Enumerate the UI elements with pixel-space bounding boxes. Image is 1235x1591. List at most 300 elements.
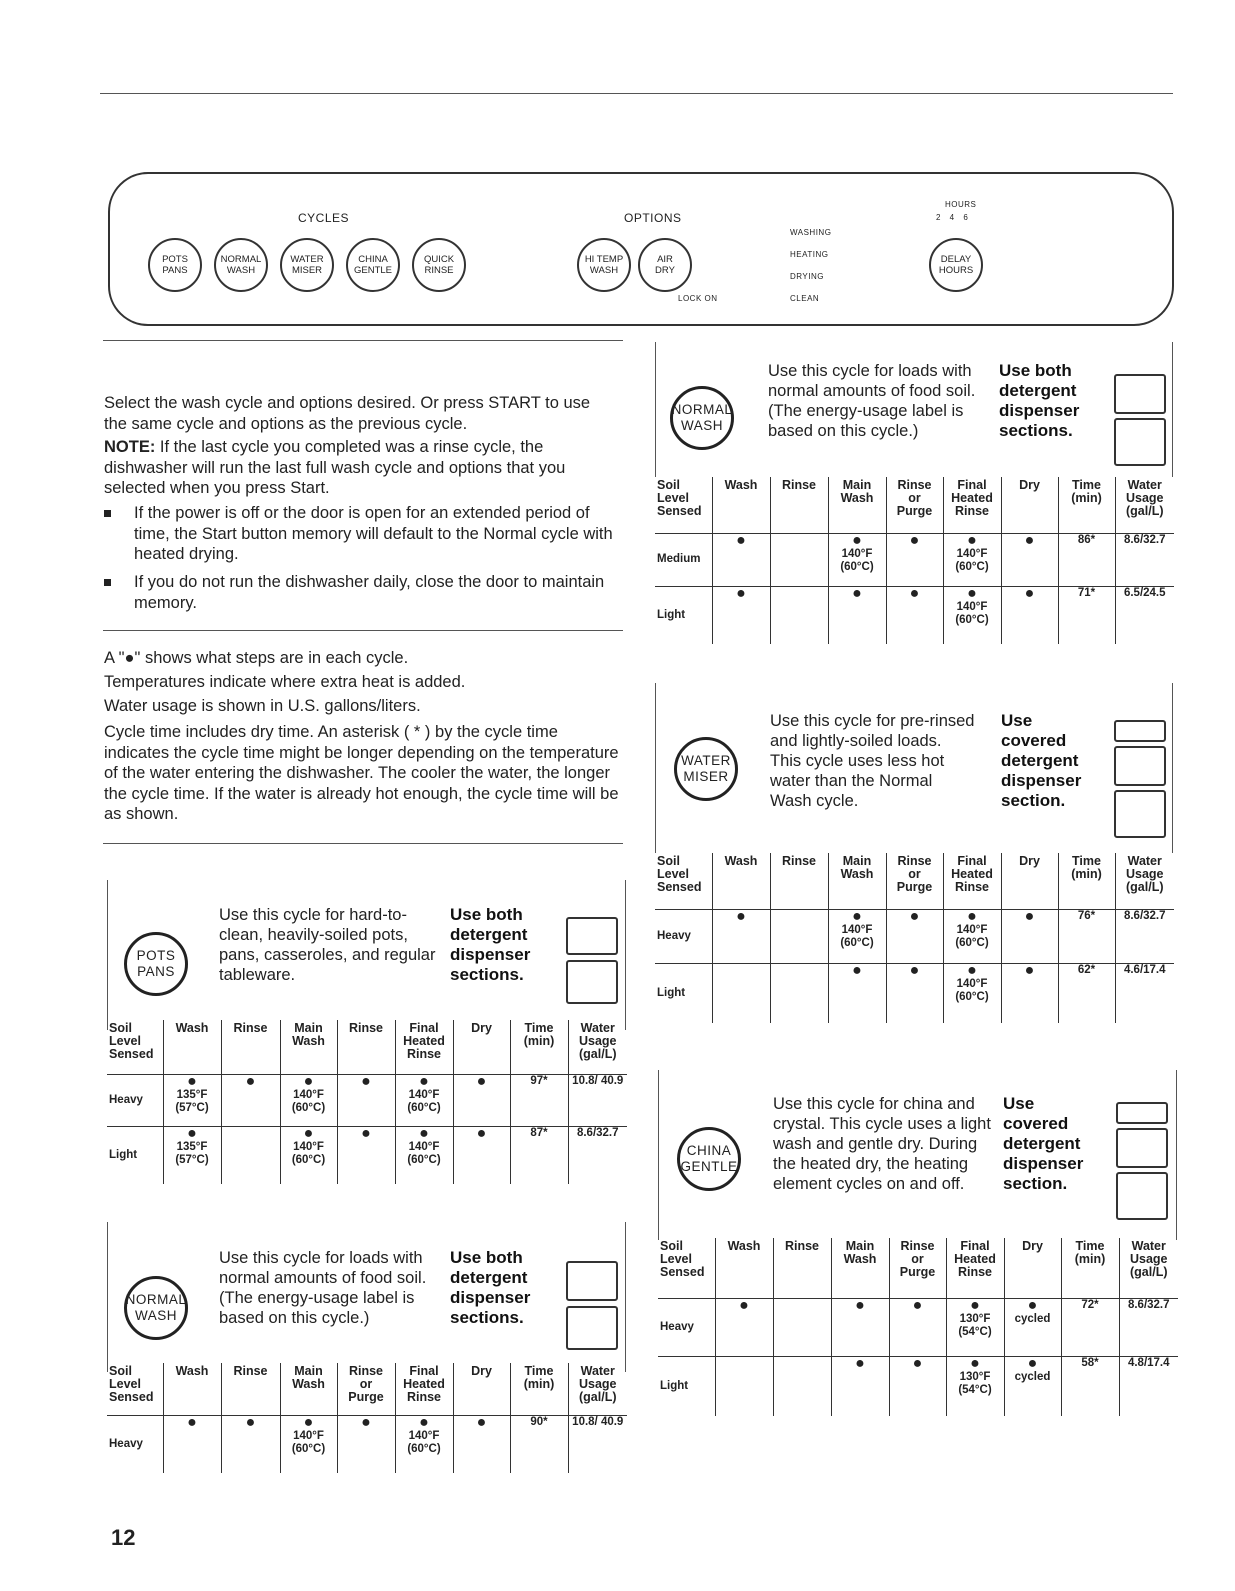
cell-time: 71* [1058, 586, 1115, 644]
header-time [510, 1363, 568, 1415]
china-gentle-button[interactable] [346, 238, 400, 292]
cell-dry: ● [1001, 586, 1058, 644]
cell-wash [715, 1356, 773, 1416]
cycle-description: Use this cycle for china and crystal. This cycle uses a light wash and gentle dry. During the heated dry, the heating element cycles on and off. [773, 1095, 991, 1193]
header-text: Wash [175, 1021, 209, 1035]
bullet-text: If you do not run the dishwasher daily, close the door to maintain memory. [134, 573, 605, 612]
cell-final: ● 140°F (60°C) [943, 533, 1001, 586]
cell-dry: ● [453, 1415, 510, 1473]
bullet-item [104, 503, 616, 565]
icon-label: PANS [137, 964, 175, 979]
header-wash [163, 1363, 221, 1415]
header-rinse [770, 477, 828, 533]
button-label: MISER [291, 265, 323, 276]
header-main [280, 1363, 337, 1415]
button-label: RINSE [424, 265, 454, 276]
cell-rinse [770, 963, 828, 1023]
header-rinse [770, 853, 828, 909]
header-final [946, 1238, 1004, 1298]
water-miser-button[interactable] [280, 238, 334, 292]
header-text: Rinse [781, 478, 817, 492]
header-text: Dry [1019, 854, 1040, 868]
hours-values: 2 4 6 [936, 213, 969, 222]
dispenser-icon [1114, 720, 1166, 742]
cell-final: ● 130°F (54°C) [946, 1356, 1004, 1416]
cell-wash: ● [712, 909, 770, 963]
cell-water: 10.8/ 40.9 [568, 1074, 627, 1126]
header-rinse-purge [886, 853, 943, 909]
cycle-description: Use this cycle for pre-rinsed and lightly-soiled loads. This cycle uses less hot water than the Normal Wash cycle. [770, 712, 975, 810]
header-text: (min) [1074, 1252, 1106, 1266]
dispenser-icon [1116, 1102, 1168, 1124]
cell-wash: ● [712, 586, 770, 644]
header-time [510, 1020, 568, 1074]
dispenser-icon [1114, 418, 1166, 466]
button-label: GENTLE [353, 265, 392, 276]
cycle-description: Use this cycle for loads with normal amounts of food soil. (The energy-usage label is based on this cycle.) [219, 1249, 427, 1327]
icon-label: POTS [136, 948, 176, 963]
button-label: DRY [655, 265, 675, 276]
bullet-text: If the power is off or the door is open for an extended period of time, the Start button memory will default to the Normal cycle with heated drying. [134, 504, 613, 563]
cell-rinse2: ● [337, 1415, 395, 1473]
header-text: Main [842, 478, 872, 492]
dispenser-icon [1114, 374, 1166, 414]
header-soil [655, 853, 712, 909]
cell-time: 72* [1061, 1298, 1119, 1356]
cell-final: ● 140°F (60°C) [395, 1126, 453, 1184]
header-final [395, 1020, 453, 1074]
header-text: Heated [951, 491, 993, 505]
header-water [1119, 1238, 1178, 1298]
header-time [1058, 853, 1115, 909]
header-text: Main [294, 1364, 323, 1378]
header-text: Wash [840, 867, 874, 881]
button-label: DELAY [940, 254, 972, 265]
hi-temp-wash-button[interactable] [577, 238, 631, 292]
cell-main: ● 140°F (60°C) [280, 1074, 337, 1126]
header-text: Heated [403, 1377, 445, 1391]
cell-wash: ● [715, 1298, 773, 1356]
button-label: WATER [290, 254, 324, 265]
cell-dry: ● cycled [1004, 1298, 1061, 1356]
cell-rinse [770, 909, 828, 963]
cell-wash: ● 135°F (57°C) [163, 1074, 221, 1126]
cell-final: ● 140°F (60°C) [943, 963, 1001, 1023]
hours-label: HOURS [945, 200, 977, 209]
header-text: (gal/L) [1126, 504, 1164, 518]
cell-time: 97* [510, 1074, 568, 1126]
header-text: (min) [1071, 867, 1102, 881]
header-time [1058, 477, 1115, 533]
button-label: CHINA [358, 254, 388, 265]
header-soil [658, 1238, 715, 1298]
cell-rinse2: ● [886, 963, 943, 1023]
header-text: Time [1075, 1239, 1105, 1253]
header-text: Final [409, 1021, 439, 1035]
cell-time: 58* [1061, 1356, 1119, 1416]
quick-rinse-button[interactable] [412, 238, 466, 292]
status-heating: HEATING [790, 250, 829, 259]
detergent-instruction: Use both detergent dispenser sections. [450, 905, 531, 984]
normal-wash-icon [124, 1276, 188, 1340]
header-text: Wash [843, 1252, 877, 1266]
block-edge [625, 1222, 626, 1372]
header-text: (min) [1071, 491, 1102, 505]
cell-dry: ● [453, 1074, 510, 1126]
header-text: Rinse [900, 1239, 935, 1253]
cell-main: ● 140°F (60°C) [280, 1415, 337, 1473]
header-text: (min) [523, 1377, 555, 1391]
header-dry [453, 1363, 510, 1415]
icon-label: WATER [681, 753, 731, 768]
section-rule [103, 843, 623, 844]
header-rinse-purge [886, 477, 943, 533]
soil-level: Medium [655, 533, 712, 586]
header-text: Main [845, 1239, 875, 1253]
cell-water: 4.6/17.4 [1115, 963, 1174, 1023]
cycles-label: CYCLES [298, 211, 350, 225]
bullet-item [104, 572, 616, 613]
delay-hours-button[interactable] [929, 238, 983, 292]
icon-label: NORMAL [125, 1292, 187, 1307]
cell-final: ● 130°F (54°C) [946, 1298, 1004, 1356]
header-text: Time [524, 1364, 554, 1378]
header-text: Sensed [657, 504, 702, 518]
header-water [1115, 853, 1174, 909]
cell-rinse [773, 1356, 831, 1416]
button-label: PANS [162, 265, 188, 276]
dispenser-icon [566, 1306, 618, 1350]
header-text: Rinse [781, 854, 817, 868]
cell-water: 8.6/32.7 [1115, 909, 1174, 963]
header-text: Soil [657, 854, 680, 868]
status-clean: CLEAN [790, 294, 820, 303]
normal-wash-button[interactable] [214, 238, 268, 292]
cell-dry: ● [1001, 963, 1058, 1023]
cell-water: 10.8/ 40.9 [568, 1415, 627, 1473]
block-edge [107, 1222, 108, 1372]
header-text: Sensed [657, 880, 702, 894]
status-drying: DRYING [790, 272, 824, 281]
block-edge [658, 1070, 659, 1240]
note-text: If the last cycle you completed was a rinse cycle, the dishwasher will run the last full wash cycle and options that you selected when you press Start. [104, 438, 566, 497]
header-text: Usage [578, 1034, 617, 1048]
header-text: Water [1127, 854, 1162, 868]
header-text: Dry [471, 1021, 492, 1035]
header-wash [712, 477, 770, 533]
header-rinse-purge [337, 1363, 395, 1415]
air-dry-button[interactable] [638, 238, 692, 292]
header-main [280, 1020, 337, 1074]
note-label: NOTE: [104, 438, 156, 456]
cell-wash: ● [163, 1415, 221, 1473]
dispenser-icon [1114, 790, 1166, 838]
detergent-instruction: Use covered detergent dispenser section. [1003, 1094, 1084, 1193]
cell-main: ● [828, 586, 886, 644]
header-text: Water [580, 1021, 615, 1035]
normal-wash-icon [670, 386, 734, 450]
header-text: Soil [660, 1239, 683, 1253]
cycle-description: Use this cycle for hard-to-clean, heavily-soiled pots, pans, casseroles, and regular tableware. [219, 906, 436, 984]
header-text: or [908, 867, 921, 881]
button-label: AIR [657, 254, 673, 265]
icon-label: WASH [135, 1308, 177, 1323]
cell-time: 87* [510, 1126, 568, 1184]
button-label: HOURS [938, 265, 974, 276]
header-text: Heated [403, 1034, 445, 1048]
status-washing: WASHING [790, 228, 832, 237]
cell-rinse2: ● [889, 1356, 946, 1416]
dispenser-icon [566, 1261, 618, 1301]
header-text: Wash [727, 1239, 761, 1253]
header-wash [715, 1238, 773, 1298]
button-label: QUICK [423, 254, 455, 265]
legend-line: Water usage is shown in U.S. gallons/liters. [104, 697, 421, 715]
pots-pans-button[interactable] [148, 238, 202, 292]
header-text: Purge [348, 1390, 384, 1404]
pots-pans-table [107, 1020, 627, 1184]
legend-line: A "●" shows what steps are in each cycle. [104, 649, 409, 667]
cell-main: ● 140°F (60°C) [280, 1126, 337, 1184]
pots-pans-icon [124, 932, 188, 996]
water-miser-table [655, 853, 1174, 1023]
header-text: Wash [175, 1364, 209, 1378]
header-text: Rinse [897, 854, 932, 868]
header-time [1061, 1238, 1119, 1298]
header-text: Purge [896, 880, 933, 894]
cell-water: 8.6/32.7 [1115, 533, 1174, 586]
header-text: Sensed [109, 1047, 154, 1061]
header-rinse [773, 1238, 831, 1298]
header-soil [655, 477, 712, 533]
header-text: Time [1072, 478, 1101, 492]
header-main [831, 1238, 889, 1298]
header-text: (min) [523, 1034, 555, 1048]
header-text: (gal/L) [579, 1047, 617, 1061]
soil-level: Light [109, 1148, 138, 1161]
soil-level: Light [660, 1379, 689, 1392]
icon-label: WASH [681, 418, 723, 433]
header-text: Level [660, 1252, 692, 1266]
soil-level: Heavy [655, 909, 712, 963]
header-text: Final [960, 1239, 990, 1253]
block-edge [107, 880, 108, 1030]
header-text: Wash [724, 478, 758, 492]
button-label: WASH [589, 265, 619, 276]
header-text: Soil [109, 1364, 132, 1378]
soil-level: Light [657, 608, 686, 621]
header-text: Rinse [954, 880, 990, 894]
header-text: Soil [657, 478, 680, 492]
cell-water: 8.6/32.7 [1119, 1298, 1178, 1356]
header-dry [1001, 477, 1058, 533]
cell-main: ● 140°F (60°C) [828, 533, 886, 586]
dispenser-icon [1114, 746, 1166, 786]
header-text: Level [657, 491, 689, 505]
header-rinse [221, 1020, 280, 1074]
cell-dry: ● [1001, 533, 1058, 586]
cell-rinse2: ● [337, 1074, 395, 1126]
header-text: Level [657, 867, 689, 881]
header-text: Rinse [957, 1265, 993, 1279]
intro-paragraph: Select the wash cycle and options desired. Or press START to use the same cycle and options as the previous cycle. [104, 394, 591, 433]
block-edge [655, 683, 656, 853]
block-edge [1172, 342, 1173, 477]
header-text: Water [1127, 478, 1162, 492]
header-rinse [221, 1363, 280, 1415]
header-final [943, 853, 1001, 909]
dispenser-icon [1116, 1172, 1168, 1220]
header-text: Rinse [406, 1390, 442, 1404]
header-text: or [911, 1252, 924, 1266]
header-water [568, 1020, 627, 1074]
cell-wash [712, 963, 770, 1023]
icon-label: GENTLE [680, 1159, 738, 1174]
header-text: Main [842, 854, 872, 868]
header-text: Usage [578, 1377, 617, 1391]
cell-dry: ● cycled [1004, 1356, 1061, 1416]
cell-rinse [221, 1126, 280, 1184]
header-dry [1001, 853, 1058, 909]
header-wash [712, 853, 770, 909]
header-text: (gal/L) [1126, 880, 1164, 894]
normal-wash-table [107, 1363, 627, 1473]
cell-water: 6.5/24.5 [1115, 586, 1174, 644]
cell-dry: ● [1001, 909, 1058, 963]
legend-line: Temperatures indicate where extra heat is added. [104, 673, 466, 691]
options-label: OPTIONS [624, 211, 682, 225]
header-text: Rinse [348, 1364, 384, 1378]
cell-rinse2: ● [886, 533, 943, 586]
icon-label: NORMAL [671, 402, 733, 417]
button-label: WASH [226, 265, 256, 276]
intro-note [104, 437, 616, 499]
block-edge [625, 880, 626, 1030]
header-text: Sensed [109, 1390, 154, 1404]
cell-rinse2: ● [886, 586, 943, 644]
dispenser-icon [566, 917, 618, 955]
header-wash [163, 1020, 221, 1074]
header-text: Rinse [406, 1047, 442, 1061]
cell-dry: ● [453, 1126, 510, 1184]
header-text: Purge [896, 504, 933, 518]
header-text: Purge [899, 1265, 936, 1279]
button-label: POTS [162, 254, 188, 265]
header-text: Usage [1125, 491, 1164, 505]
soil-level: Heavy [658, 1298, 715, 1356]
cell-main: ● [831, 1298, 889, 1356]
block-edge [655, 342, 656, 477]
header-text: Final [957, 854, 987, 868]
header-text: Usage [1129, 1252, 1168, 1266]
header-water [1115, 477, 1174, 533]
header-final [395, 1363, 453, 1415]
detergent-instruction: Use both detergent dispenser sections. [999, 361, 1080, 440]
header-text: Final [957, 478, 987, 492]
header-text: Dry [1019, 478, 1040, 492]
control-panel [108, 172, 1174, 326]
header-text: Rinse [233, 1021, 268, 1035]
header-soil [107, 1020, 163, 1074]
header-final [943, 477, 1001, 533]
header-text: or [908, 491, 921, 505]
cell-rinse [773, 1298, 831, 1356]
header-text: Rinse [897, 478, 932, 492]
cell-final: ● 140°F (60°C) [395, 1074, 453, 1126]
cell-rinse: ● [221, 1415, 280, 1473]
header-text: Main [294, 1021, 323, 1035]
cell-final: ● 140°F (60°C) [943, 909, 1001, 963]
cell-wash: ● 135°F (57°C) [163, 1126, 221, 1184]
cell-time: 76* [1058, 909, 1115, 963]
header-text: Heated [954, 1252, 996, 1266]
dispenser-icon [566, 960, 618, 1004]
header-soil [107, 1363, 163, 1415]
china-gentle-icon [677, 1127, 741, 1191]
header-text: Rinse [954, 504, 990, 518]
china-gentle-table [658, 1238, 1178, 1416]
button-label: NORMAL [220, 254, 262, 265]
header-text: Time [524, 1021, 554, 1035]
cell-rinse2: ● [886, 909, 943, 963]
cell-water: 8.6/32.7 [568, 1126, 627, 1184]
cell-time: 62* [1058, 963, 1115, 1023]
header-text: Rinse [233, 1364, 268, 1378]
header-main [828, 853, 886, 909]
header-text: Final [409, 1364, 439, 1378]
header-text: Wash [292, 1034, 325, 1048]
header-text: or [359, 1377, 373, 1391]
header-dry [1004, 1238, 1061, 1298]
header-text: Water [580, 1364, 615, 1378]
header-water [568, 1363, 627, 1415]
header-text: (gal/L) [579, 1390, 617, 1404]
soil-level: Heavy [109, 1437, 143, 1450]
header-text: Dry [471, 1364, 492, 1378]
cell-rinse2: ● [337, 1126, 395, 1184]
normal-wash-table [655, 477, 1174, 644]
cell-main: ● 140°F (60°C) [828, 909, 886, 963]
cell-rinse: ● [221, 1074, 280, 1126]
header-text: Wash [840, 491, 874, 505]
cell-water: 4.8/17.4 [1119, 1356, 1178, 1416]
header-text: Soil [109, 1021, 132, 1035]
cell-rinse [770, 586, 828, 644]
button-label: HI TEMP [584, 254, 624, 265]
header-text: Heated [951, 867, 993, 881]
header-text: Level [109, 1377, 141, 1391]
legend-line: Cycle time includes dry time. An asterisk ( * ) by the cycle time indicates the cycle time might be longer depending on the temperature of the water entering the dishwasher. The cooler the water, the longer the cycle time. If the water is already hot enough, the cycle time will be as shown. [104, 723, 619, 823]
header-rinse [337, 1020, 395, 1074]
section-rule [103, 630, 623, 631]
header-rinse-purge [889, 1238, 946, 1298]
cycle-description: Use this cycle for loads with normal amounts of food soil. (The energy-usage label is based on this cycle.) [768, 362, 976, 440]
soil-level: Heavy [107, 1074, 163, 1126]
block-edge [1176, 1070, 1177, 1240]
header-text: Wash [724, 854, 758, 868]
header-text: Dry [1022, 1239, 1043, 1253]
block-edge [1172, 683, 1173, 853]
header-text: Level [109, 1034, 141, 1048]
header-text: Rinse [348, 1021, 384, 1035]
cell-wash: ● [712, 533, 770, 586]
icon-label: CHINA [686, 1143, 732, 1158]
section-rule [103, 340, 623, 341]
top-rule [100, 93, 1173, 94]
header-text: Time [1072, 854, 1101, 868]
header-text: (gal/L) [1130, 1265, 1168, 1279]
header-text: Water [1131, 1239, 1166, 1253]
